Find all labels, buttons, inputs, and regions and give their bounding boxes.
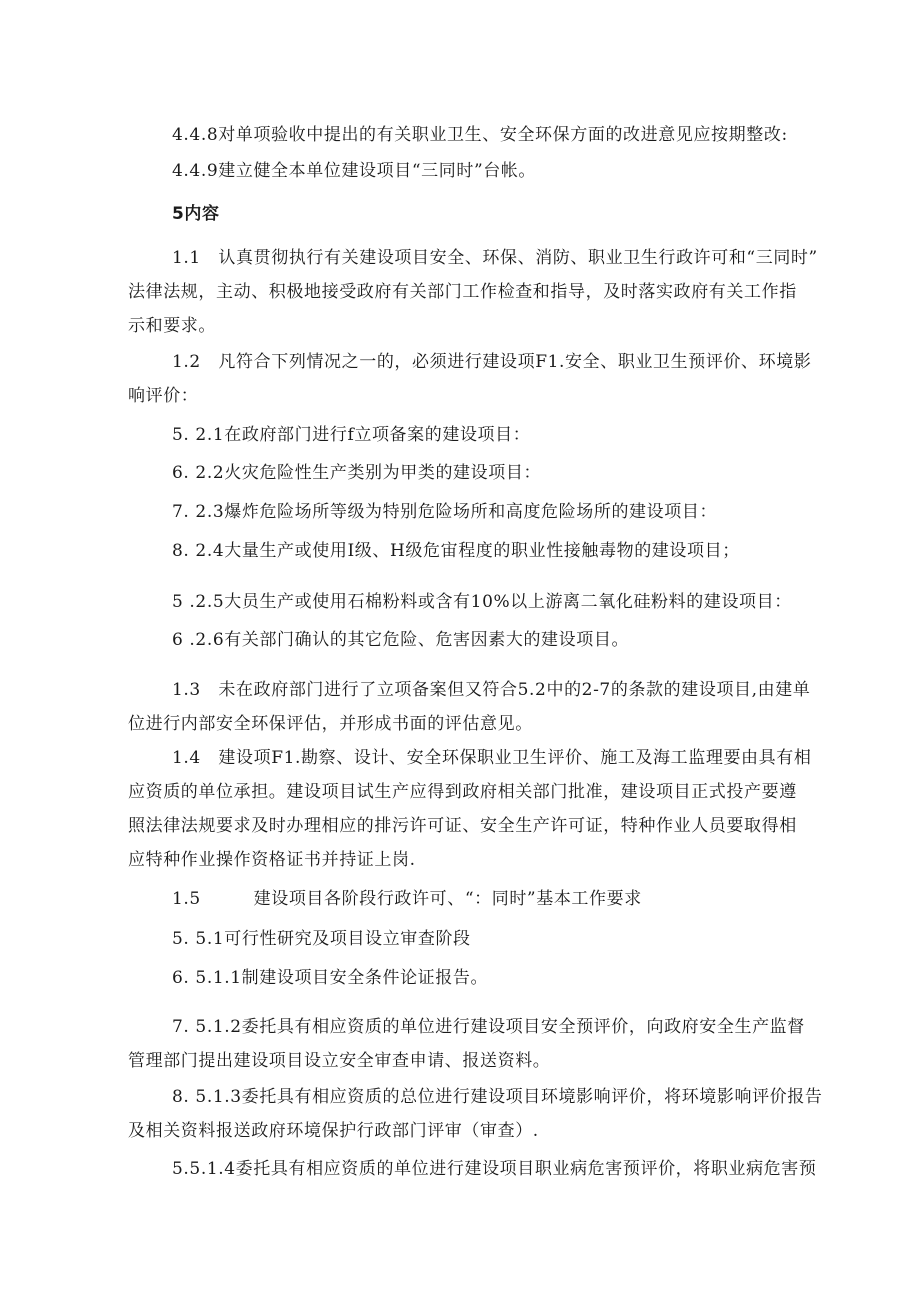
text-line-11: 7. 2.3爆炸危险场所等级为特别危险场所和高度危险场所的建设项目：	[172, 502, 718, 522]
text-line-4: 1.1 认真贯彻执行有关建设项目安全、环保、消防、职业卫生行政许可和“三同时”	[172, 248, 818, 268]
text-line-2: 4.4.9建立健全本单位建设项目“三同时”台帐。	[172, 161, 537, 181]
section-heading: 5内容	[172, 204, 220, 224]
text-line-8: 响评价：	[128, 386, 199, 406]
text-line-20: 应特种作业操作资格证书并持证上岗.	[128, 850, 416, 870]
text-line-15: 1.3 未在政府部门进行了立项备案但又符合5.2中的2-7的条款的建设项目,由建单	[172, 680, 811, 700]
text-line-28: 5.5.1.4委托具有相应资质的单位进行建设项目职业病危害预评价，将职业病危害预	[172, 1159, 817, 1179]
text-line-24: 7. 5.1.2委托具有相应资质的单位进行建设项目安全预评价，向政府安全生产监督	[172, 1017, 805, 1037]
text-line-22: 5. 5.1可行性研究及项目设立审查阶段	[172, 929, 471, 949]
text-line-12: 8. 2.4大量生产或使用I级、H级危宙程度的职业性接触毒物的建设项目；	[172, 541, 740, 561]
text-line-16: 位进行内部安全环保评估，并形成书面的评估意见。	[128, 714, 533, 734]
text-line-18: 应资质的单位承担。建设项目试生产应得到政府相关部门批准，建设项目正式投产要遵	[128, 782, 797, 802]
text-line-19: 照法律法规要求及时办理相应的排污许可证、安全生产许可证，特种作业人员要取得相	[128, 816, 797, 836]
text-line-25: 管理部门提出建设项目设立安全审查申请、报送资料。	[128, 1051, 551, 1071]
text-line-7: 1.2 凡符合下列情况之一的，必须进行建设项F1.安全、职业卫生预评价、环境影	[172, 352, 812, 372]
text-line-13: 5 .2.5大员生产或使用石棉粉料或含有10%以上游离二氧化硅粉料的建设项目：	[172, 592, 792, 612]
text-line-10: 6. 2.2火灾危险性生产类别为甲类的建设项目：	[172, 463, 542, 483]
text-line-17: 1.4 建设项F1.勘察、设计、安全环保职业卫生评价、施工及海工监理要由具有相	[172, 748, 812, 768]
text-line-27: 及相关资料报送政府环境保护行政部门评审（审查）.	[128, 1121, 539, 1141]
text-line-5: 法律法规，主动、积极地接受政府有关部门工作检查和指导，及时落实政府有关工作指	[128, 282, 797, 302]
text-line-1: 4.4.8对单项验收中提出的有关职业卫生、安全环保方面的改进意见应按期整改:	[172, 125, 788, 145]
text-line-9: 5. 2.1在政府部门进行f立项备案的建设项目：	[172, 425, 531, 445]
text-line-26: 8. 5.1.3委托具有相应资质的总位进行建设项目环境影响评价，将环境影响评价报告	[172, 1087, 823, 1107]
text-line-6: 示和要求。	[128, 316, 216, 336]
text-line-21: 1.5 建设项目各阶段行政许可、“：同时”基本工作要求	[172, 889, 642, 909]
text-line-14: 6 .2.6有关部门确认的其它危险、危害因素大的建设项目。	[172, 630, 630, 650]
text-line-23: 6. 5.1.1制建设项目安全条件论证报告。	[172, 968, 489, 988]
